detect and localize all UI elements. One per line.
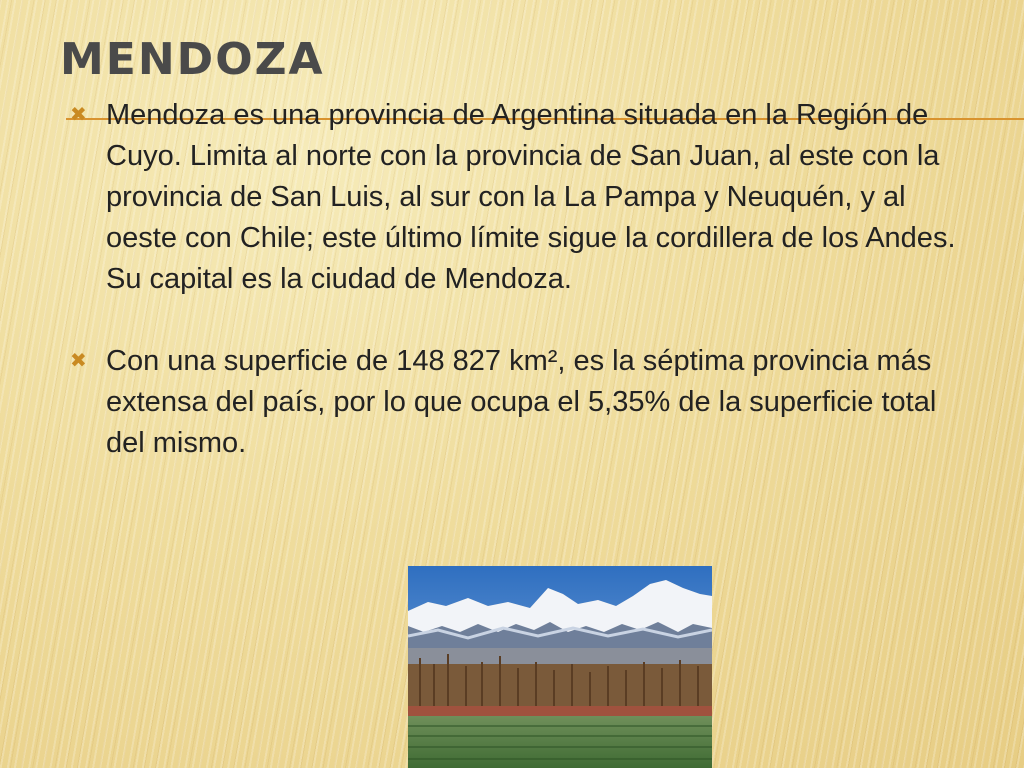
bullet-text: Mendoza es una provincia de Argentina situada en la Región de Cuyo. Limita al norte con la provincia de San Juan, al este con la provincia de San Luis, al sur con la La Pampa y Neuquén, y al oeste con Chile; este último límite sigue la cordillera de los Andes. Su capital es la ciudad de Mendoza. [106, 99, 956, 295]
bullet-item [68, 95, 968, 300]
slide-title: MENDOZA [60, 34, 325, 85]
bullet-list [68, 95, 968, 464]
bullet-x-icon: ✖ [70, 104, 87, 126]
bullet-item [68, 341, 968, 464]
bullet-text: Con una superficie de 148 827 km², es la séptima provincia más extensa del país, por lo que ocupa el 5,35% de la superficie total del mismo. [106, 345, 937, 459]
bullet-x-icon: ✖ [70, 350, 87, 372]
mountain-landscape-photo [408, 566, 712, 768]
